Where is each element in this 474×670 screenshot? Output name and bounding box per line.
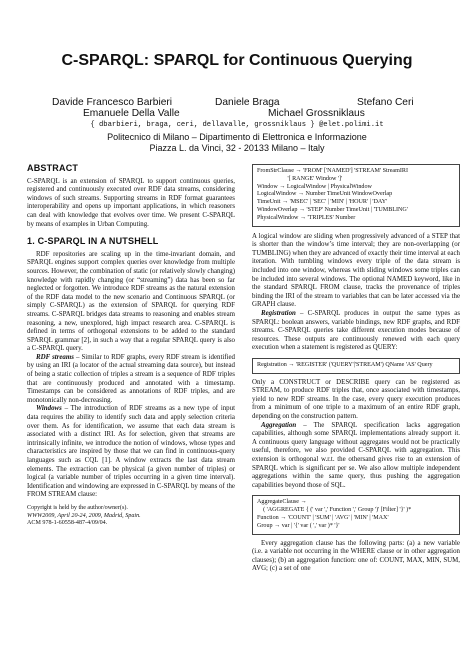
- paper-title: C-SPARQL: SPARQL for Continuous Querying: [61, 52, 413, 69]
- author-name: Emanuele Della Valle: [83, 108, 180, 119]
- paragraph: [252, 310, 460, 353]
- grammar-box-windows: [252, 164, 460, 227]
- grammar-box-registration: [252, 358, 460, 374]
- right-column: [252, 164, 460, 574]
- copyright-line: ACM 978-1-60558-487-4/09/04.: [27, 520, 108, 527]
- paragraph: RDF repositories are scaling up in the time-invariant domain, and SPARQL engines support complex queries over knowledge from multiple sources. However, the combination of static (or relatively slowly changing) knowledge with rapidly changing (or “streaming”) data has been so far neglected or forgotten. We introduce RDF streams as the natural extension of the RDF data model to the new scenario and Continuous SPARQL (or simply C-SPARQL) as the extension of SPARQL for querying RDF streams. C-SPARQL bridges data streams to reasoning and enables stream reasoning, a new, unexplored, high impact research area. C-SPARQL is defined in terms of orthogonal extensions to be added to the standard SPARQL grammar [2], in such a way that a regular SPARQL query is also a C-SPARQL query.: [27, 250, 235, 353]
- grammar-line: TimeUnit → 'MSEC' | 'SEC' | 'MIN' | 'HOUR' | 'DAY': [257, 199, 388, 206]
- paragraph: [252, 422, 460, 491]
- author-name: Stefano Ceri: [357, 97, 414, 108]
- copyright-notice: [27, 505, 235, 528]
- copyright-line: Copyright is held by the author/owner(s).: [27, 504, 128, 511]
- grammar-line: Window → LogicalWindow | PhysicalWindow: [257, 183, 372, 190]
- paragraph: Every aggregation clause has the following parts: (a) a new variable (i.e. a variable not occurring in the WHERE clause or in other aggregation clauses); (b) an aggregation function: one of: COUNT, MAX, MIN, SUM, AVG; (c) a set of one: [252, 539, 460, 573]
- grammar-line: Function → 'COUNT' | 'SUM' | 'AVG' | 'MIN' | 'MAX': [257, 515, 389, 521]
- grammar-line: LogicalWindow → Number TimeUnit WindowOverlap: [257, 191, 393, 198]
- paragraph-body: – The SPARQL specification lacks aggregation capabilities, although some SPARQL implementations already support it. A continuous query language without aggregates would not be practically useful, therefore, we also provided C-SPARQL with aggregation. This extension is orthogonal w.r.t. the othersand gives rise to an extension of SPARQL which is significant per se. We also allow multiple independent aggregations within the same query, thus pushing the aggregation capabilities beyond those of SQL.: [252, 421, 460, 489]
- grammar-box-aggregation: [252, 495, 460, 534]
- paragraph-label: Aggregation: [261, 421, 297, 429]
- copyright-line: WWW2009, April 20-24, 2009, Madrid, Spain.: [27, 512, 141, 519]
- paragraph: A logical window are sliding when progressively advanced of a STEP that is shorter than the window’s time interval; they are non-overlapping (or TUMBLING) when they are advanced of exactly their time interval at each iteration. With tumbling windows every triple of the data stream is included into one window, whereas with sliding windows some triples can be included into several windows. The optional NAMED keyword, like in the standard SPARQL FROM clause, tracks the provenance of triples binding the IRI of the stream to variables that can be later accessed via the GRAPH clause.: [252, 232, 460, 309]
- paragraph: [27, 405, 235, 500]
- grammar-line: '[ RANGE' Window ']': [257, 175, 343, 182]
- abstract-heading: ABSTRACT: [27, 163, 79, 173]
- grammar-line: WindowOverlap → 'STEP' Number TimeUnit | 'TUMBLING': [257, 206, 408, 213]
- author-name: Davide Francesco Barbieri: [52, 97, 173, 108]
- abstract-text: C-SPARQL is an extension of SPARQL to support continuous queries, registered and continuously executed over RDF data streams, considering windows of such streams. Supporting streams in RDF format guarantees interoperability and opens up important applications, in which reasoners can deal with knowledge that evolves over time. We present C-SPARQL by means of examples in Urban Computing.: [27, 177, 235, 228]
- paragraph: Only a CONSTRUCT or DESCRIBE query can be registered as STREAM, to produce RDF triples that, once associated with timestamps, yield to new RDF streams. In the case, every query execution produces from a minimum of one triple to a maximum of an entire RDF graph, depending on the construction pattern.: [252, 378, 460, 421]
- affiliation-line-1: Politecnico di Milano – Dipartimento di Elettronica e Informazione: [107, 132, 367, 142]
- grammar-line: PhysicalWindow → 'TRIPLES' Number: [257, 214, 356, 221]
- author-name: Daniele Braga: [215, 97, 280, 108]
- paragraph-label: Registration: [261, 309, 296, 317]
- section-heading: 1. C-SPARQL IN A NUTSHELL: [27, 236, 159, 247]
- paragraph-body: – Similar to RDF graphs, every RDF stream is identified by using an IRI (a locator of the actual streaming data source), but instead of being a static collection of triples a stream is a sequence of RDF triples that are continuously produced and annotated with a timestamp. Timestamps can be considered as annotations of RDF triples, and are monotonically non-decreasing.: [27, 353, 235, 404]
- paragraph-label: RDF streams: [36, 353, 74, 361]
- affiliation-line-2: Piazza L. da Vinci, 32 - 20133 Milano – Italy: [149, 143, 325, 153]
- grammar-line: AggregateClause →: [257, 499, 307, 506]
- paragraph-label: Windows: [36, 405, 62, 413]
- author-name: Michael Grossniklaus: [268, 108, 365, 119]
- grammar-line: FromStrClause → 'FROM' ['NAMED'] 'STREAM' StreamIRI: [257, 168, 408, 174]
- left-column: [27, 164, 235, 528]
- paragraph: [27, 354, 235, 406]
- grammar-line: Group → var | '{' var ( ',' var )* '}': [257, 522, 340, 529]
- paragraph-body: – C-SPARQL produces in output the same types as SPARQL: boolean answers, variable bindings, new RDF graphs, and RDF streams. C-SPARQL queries take different execution modes because of resources. These outputs are continuously renewed with each query execution when a statement is registered as QUERY:: [252, 309, 460, 352]
- author-emails: { dbarbieri, braga, ceri, dellavalle, grossniklaus } @elet.polimi.it: [90, 121, 384, 129]
- grammar-line: Registration → 'REGISTER' ('QUERY'|'STREAM') QName 'AS' Query: [257, 361, 433, 368]
- paragraph-body: – The introduction of RDF streams as a new type of input data requires the ability to identify such data and apply selection criteria over them. As for identification, we assume that each data stream is associated with a distinct IRI. As for selection, given that streams are intrinsically infinite, we introduce the notion of windows, whose types and characteristics are inspired by those that we can find in continuous-query languages such as CQL [1]. A window extracts the last data stream elements. The extraction can be physical (a given number of triples) or logical (a variable number of triples occurring in a given time interval). Identification and windowing are expressed in C-SPARQL by means of the FROM STREAM clause:: [27, 405, 235, 499]
- grammar-line: ( 'AGGREGATE { (' var ',' Function ',' Group ')' [Filter] '}' )*: [257, 507, 412, 514]
